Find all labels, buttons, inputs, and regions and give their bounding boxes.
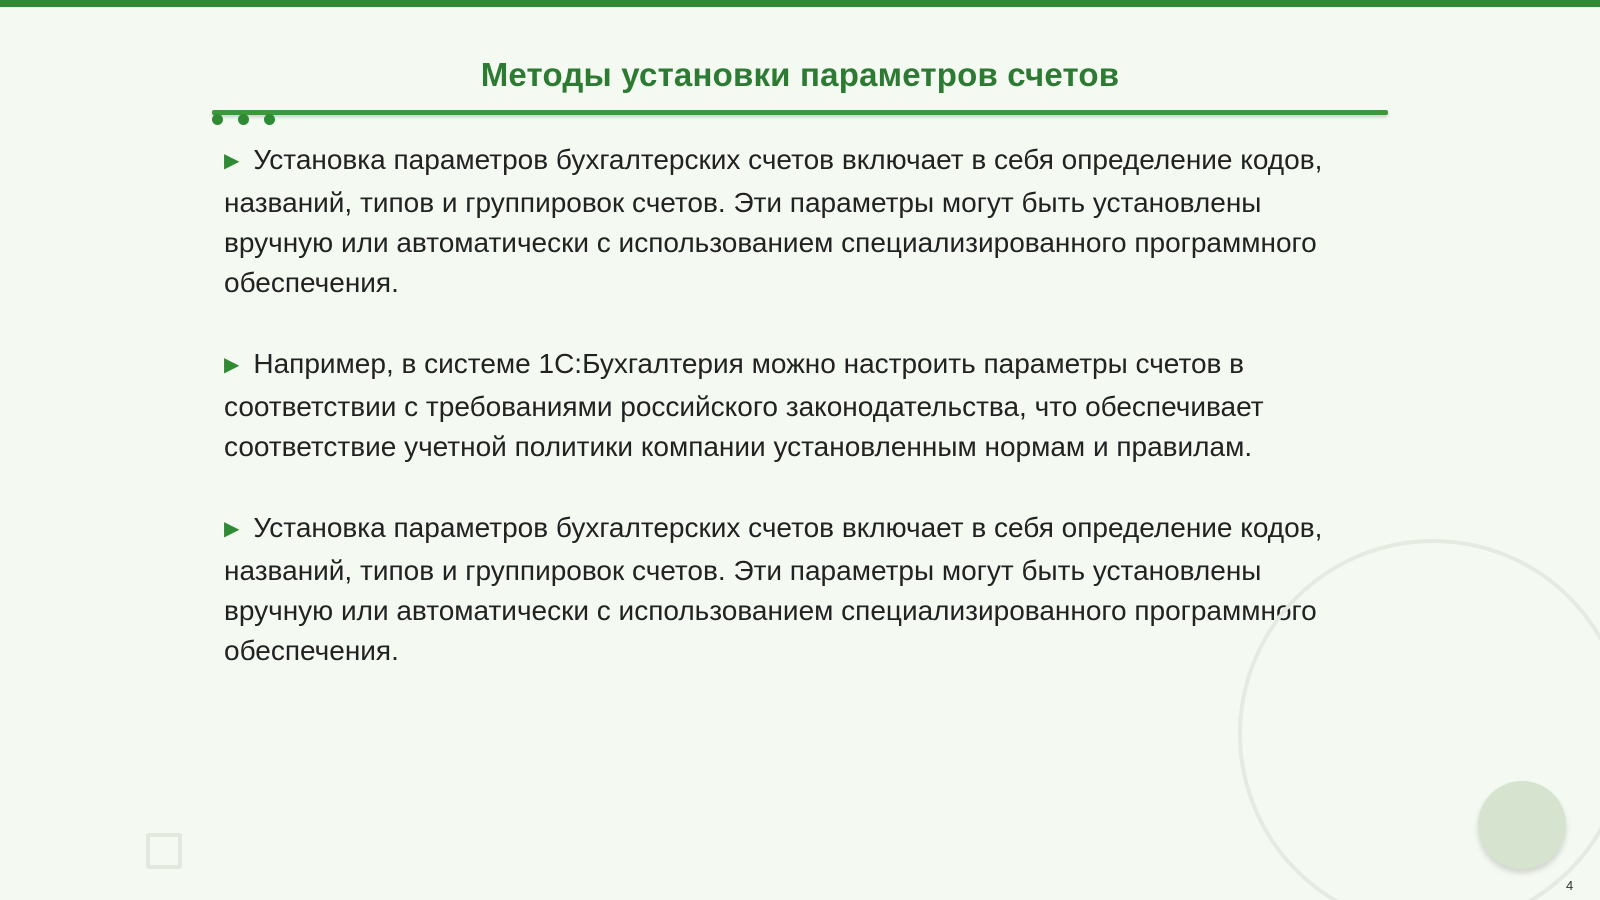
decor-dot <box>238 114 249 125</box>
top-accent-bar <box>0 0 1600 7</box>
bullet-text: Например, в системе 1С:Бухгалтерия можно настроить параметры счетов в соответствии с требованиями российского законодательства, что обеспечивает соответствие учетной политики компании установленным нормам и правилам. <box>224 348 1264 462</box>
slide-title: Методы установки параметров счетов <box>480 56 1120 93</box>
decor-square-outline <box>146 833 182 869</box>
play-triangle-icon: ▶ <box>224 518 240 540</box>
page-number: 4 <box>1566 878 1574 893</box>
bullet-text: Установка параметров бухгалтерских счетов включает в себя определение кодов, названий, типов и группировок счетов. Эти параметры могут быть установлены вручную или автоматически с использованием специализированного программного обеспечения. <box>224 144 1323 298</box>
bullet-text: Установка параметров бухгалтерских счетов включает в себя определение кодов, названий, типов и группировок счетов. Эти параметры могут быть установлены вручную или автоматически с использованием специализированного программного обеспечения. <box>224 512 1323 666</box>
decor-circle-filled <box>1478 781 1566 869</box>
bullet-list <box>224 140 1374 712</box>
play-triangle-icon: ▶ <box>224 150 240 172</box>
play-triangle-icon: ▶ <box>224 354 240 376</box>
decor-dot <box>212 114 223 125</box>
bullet-item <box>224 140 1374 303</box>
title-underline <box>212 110 1388 115</box>
bullet-item <box>224 344 1374 467</box>
decor-dot <box>264 114 275 125</box>
bullet-item <box>224 508 1374 671</box>
